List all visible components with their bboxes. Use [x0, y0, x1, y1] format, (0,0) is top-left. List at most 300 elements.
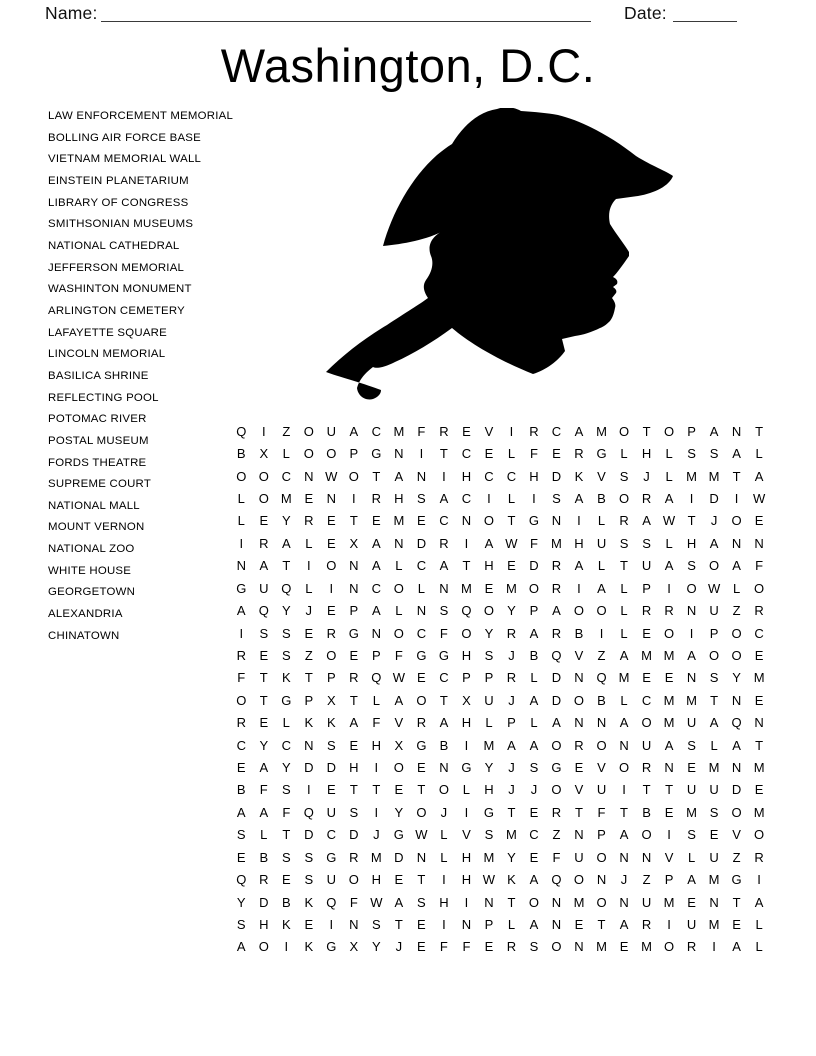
grid-letter: O — [461, 625, 472, 641]
grid-letter: E — [259, 715, 269, 731]
grid-letter: A — [619, 647, 629, 663]
grid-letter: P — [507, 715, 516, 731]
grid-letter: N — [371, 625, 382, 641]
grid-letter: A — [529, 916, 539, 932]
grid-letter: H — [686, 535, 697, 551]
grid-letter: I — [329, 916, 334, 932]
grid-letter: A — [597, 580, 606, 596]
grid-letter: M — [663, 894, 675, 910]
grid-letter: Z — [642, 872, 651, 888]
grid-letter: A — [529, 625, 539, 641]
grid-letter: E — [574, 916, 584, 932]
grid-letter: N — [304, 468, 314, 484]
grid-letter: Q — [371, 670, 382, 686]
grid-letter: E — [326, 535, 336, 551]
grid-letter: N — [619, 849, 629, 865]
word-list-item: NATIONAL CATHEDRAL — [48, 239, 180, 252]
grid-letter: F — [417, 423, 426, 439]
grid-letter: T — [620, 804, 628, 820]
grid-letter: J — [440, 804, 448, 820]
grid-letter: D — [551, 670, 562, 686]
grid-letter: R — [641, 916, 652, 932]
grid-letter: M — [753, 760, 765, 776]
grid-letter: I — [487, 490, 491, 506]
grid-letter: P — [642, 580, 651, 596]
grid-letter: A — [732, 446, 741, 462]
word-list-item: NATIONAL MALL — [48, 499, 140, 512]
grid-letter: A — [372, 603, 381, 619]
grid-letter: Z — [282, 423, 291, 439]
grid-letter: P — [349, 603, 359, 619]
grid-letter: T — [282, 558, 291, 574]
grid-letter: D — [731, 782, 742, 798]
grid-letter: O — [731, 647, 742, 663]
grid-letter: O — [236, 692, 247, 708]
grid-letter: E — [664, 670, 674, 686]
grid-letter: C — [439, 670, 449, 686]
grid-letter: E — [259, 513, 269, 529]
grid-letter: U — [484, 692, 494, 708]
grid-letter: R — [619, 513, 629, 529]
grid-letter: M — [483, 737, 495, 753]
grid-letter: O — [618, 760, 630, 776]
grid-letter: S — [687, 446, 696, 462]
date-label: Date: — [624, 3, 667, 23]
grid-letter: A — [484, 535, 494, 551]
grid-letter: O — [528, 580, 540, 596]
grid-letter: H — [461, 849, 472, 865]
grid-letter: L — [620, 625, 628, 641]
word-list-item: ARLINGTON CEMETERY — [48, 304, 185, 317]
grid-letter: N — [686, 603, 697, 619]
grid-letter: F — [349, 894, 358, 910]
grid-letter: D — [259, 894, 269, 910]
grid-letter: S — [529, 760, 539, 776]
grid-letter: F — [597, 804, 606, 820]
grid-letter: Y — [281, 603, 291, 619]
grid-letter: N — [731, 692, 742, 708]
grid-letter: B — [236, 446, 246, 462]
grid-letter: L — [530, 715, 538, 731]
grid-letter: B — [529, 647, 539, 663]
grid-letter: S — [642, 535, 651, 551]
grid-letter: E — [394, 872, 404, 888]
grid-letter: R — [754, 603, 764, 619]
grid-letter: M — [708, 760, 720, 776]
grid-letter: M — [551, 535, 562, 551]
word-list-item: SMITHSONIAN MUSEUMS — [48, 218, 194, 231]
grid-letter: T — [642, 782, 651, 798]
grid-letter: I — [352, 490, 356, 506]
grid-letter: Q — [258, 603, 269, 619]
grid-letter: U — [641, 737, 652, 753]
grid-letter: M — [708, 468, 720, 484]
grid-letter: J — [373, 827, 380, 843]
grid-letter: E — [529, 849, 539, 865]
grid-letter: E — [754, 513, 764, 529]
grid-letter: S — [304, 849, 314, 865]
grid-letter: T — [394, 916, 403, 932]
word-list-item: WHITE HOUSE — [48, 564, 132, 577]
grid-letter: C — [754, 625, 764, 641]
grid-letter: N — [349, 558, 359, 574]
grid-letter: V — [664, 849, 674, 865]
grid-letter: W — [707, 580, 721, 596]
grid-letter: A — [439, 558, 449, 574]
grid-letter: W — [752, 490, 766, 506]
grid-letter: E — [326, 513, 336, 529]
grid-letter: N — [574, 827, 584, 843]
grid-letter: Y — [281, 513, 291, 529]
grid-letter: R — [349, 670, 359, 686]
word-list-item: REFLECTING POOL — [48, 391, 159, 404]
grid-letter: T — [349, 513, 358, 529]
grid-letter: O — [258, 490, 269, 506]
grid-letter: E — [417, 670, 426, 686]
grid-letter: L — [440, 827, 448, 843]
grid-letter: K — [326, 715, 336, 731]
grid-letter: Y — [281, 760, 291, 776]
grid-letter: L — [395, 558, 403, 574]
grid-letter: E — [687, 894, 696, 910]
grid-letter: A — [529, 692, 539, 708]
grid-letter: M — [483, 849, 495, 865]
grid-letter: M — [641, 939, 652, 955]
grid-letter: A — [574, 558, 584, 574]
grid-letter: I — [689, 625, 694, 641]
grid-letter: M — [663, 692, 675, 708]
grid-letter: R — [259, 872, 269, 888]
grid-letter: V — [484, 423, 494, 439]
grid-letter: I — [374, 804, 379, 820]
grid-letter: O — [326, 647, 337, 663]
grid-letter: F — [282, 804, 291, 820]
grid-letter: M — [596, 939, 607, 955]
grid-letter: D — [394, 849, 404, 865]
grid-letter: A — [574, 490, 584, 506]
grid-letter: N — [394, 446, 404, 462]
grid-letter: R — [349, 849, 359, 865]
grid-letter: G — [281, 692, 292, 708]
grid-letter: E — [754, 647, 764, 663]
grid-letter: O — [551, 782, 562, 798]
word-list-item: VIETNAM MEMORIAL WALL — [48, 153, 202, 166]
grid-letter: O — [483, 603, 494, 619]
grid-letter: Q — [731, 715, 742, 731]
grid-letter: N — [754, 715, 764, 731]
grid-letter: E — [417, 939, 426, 955]
grid-letter: O — [754, 580, 765, 596]
grid-letter: G — [393, 827, 404, 843]
grid-letter: O — [709, 647, 720, 663]
grid-letter: A — [394, 894, 404, 910]
grid-letter: I — [509, 423, 514, 439]
grid-letter: N — [326, 490, 337, 506]
word-list-item: SUPREME COURT — [48, 478, 152, 491]
grid-letter: I — [306, 782, 311, 798]
grid-letter: L — [440, 849, 448, 865]
grid-letter: K — [281, 916, 291, 932]
grid-letter: S — [417, 490, 426, 506]
grid-letter: N — [709, 894, 719, 910]
grid-letter: A — [664, 737, 674, 753]
grid-letter: C — [371, 423, 382, 439]
grid-letter: S — [236, 827, 246, 843]
grid-letter: G — [528, 513, 540, 529]
grid-letter: S — [281, 625, 291, 641]
grid-letter: L — [305, 580, 313, 596]
grid-letter: T — [372, 468, 381, 484]
grid-letter: V — [597, 468, 606, 484]
grid-letter: U — [641, 894, 652, 910]
grid-letter: R — [371, 490, 382, 506]
grid-letter: M — [663, 647, 675, 663]
grid-letter: H — [461, 872, 472, 888]
grid-letter: T — [439, 446, 448, 462]
grid-letter: S — [417, 894, 426, 910]
grid-letter: N — [439, 580, 449, 596]
grid-letter: T — [755, 423, 764, 439]
grid-letter: C — [529, 827, 539, 843]
word-list-item: GEORGETOWN — [48, 586, 136, 599]
grid-letter: O — [618, 490, 630, 506]
grid-letter: O — [731, 804, 742, 820]
grid-letter: C — [281, 737, 291, 753]
grid-letter: O — [438, 782, 449, 798]
grid-letter: E — [552, 446, 561, 462]
grid-letter: I — [689, 490, 694, 506]
grid-letter: U — [574, 849, 584, 865]
grid-letter: O — [393, 760, 404, 776]
page-title: Washington, D.C. — [220, 39, 596, 92]
grid-letter: M — [686, 692, 697, 708]
grid-letter: M — [641, 647, 652, 663]
grid-letter: O — [416, 804, 427, 820]
grid-letter: G — [483, 804, 494, 820]
grid-letter: U — [596, 782, 607, 798]
grid-letter: K — [574, 468, 584, 484]
grid-letter: E — [349, 647, 359, 663]
grid-letter: L — [260, 827, 268, 843]
grid-letter: S — [619, 468, 629, 484]
word-list — [48, 106, 248, 647]
grid-letter: R — [439, 423, 449, 439]
grid-letter: O — [731, 513, 742, 529]
grid-letter: I — [667, 827, 671, 843]
grid-letter: E — [372, 513, 381, 529]
grid-letter: L — [507, 446, 516, 462]
grid-letter: A — [754, 468, 764, 484]
grid-letter: A — [349, 715, 359, 731]
grid-letter: P — [304, 692, 314, 708]
grid-letter: O — [393, 580, 404, 596]
grid-letter: N — [349, 580, 359, 596]
grid-letter: H — [394, 490, 404, 506]
grid-letter: G — [596, 446, 607, 462]
grid-letter: M — [663, 715, 675, 731]
grid-letter: T — [259, 692, 268, 708]
grid-letter: S — [619, 535, 629, 551]
grid-letter: O — [303, 446, 314, 462]
grid-letter: D — [326, 760, 337, 776]
grid-letter: Y — [484, 625, 494, 641]
grid-letter: J — [710, 513, 718, 529]
grid-letter: C — [416, 625, 427, 641]
grid-letter: B — [259, 849, 269, 865]
grid-letter: N — [574, 939, 584, 955]
grid-letter: D — [349, 827, 359, 843]
grid-letter: K — [304, 894, 314, 910]
grid-letter: A — [664, 490, 674, 506]
grid-letter: L — [305, 535, 313, 551]
grid-letter: S — [281, 849, 291, 865]
grid-letter: R — [259, 535, 269, 551]
grid-letter: A — [529, 737, 539, 753]
grid-letter: Z — [732, 603, 741, 619]
grid-letter: X — [259, 446, 269, 462]
grid-letter: E — [259, 647, 269, 663]
grid-letter: D — [529, 558, 539, 574]
grid-letter: U — [326, 423, 337, 439]
grid-letter: S — [439, 603, 449, 619]
grid-letter: W — [482, 872, 496, 888]
grid-letter: E — [484, 446, 494, 462]
grid-letter: W — [370, 894, 383, 910]
grid-letter: N — [416, 849, 427, 865]
grid-letter: G — [348, 625, 359, 641]
grid-letter: U — [326, 804, 337, 820]
letter-grid — [230, 420, 770, 958]
grid-letter: S — [326, 737, 336, 753]
grid-letter: X — [462, 692, 471, 708]
grid-letter: J — [643, 468, 650, 484]
grid-letter: K — [304, 715, 314, 731]
grid-letter: E — [326, 603, 336, 619]
grid-letter: E — [417, 760, 426, 776]
grid-letter: P — [597, 827, 606, 843]
grid-letter: N — [394, 535, 404, 551]
grid-letter: C — [326, 827, 337, 843]
grid-letter: L — [620, 692, 628, 708]
grid-letter: L — [597, 513, 606, 529]
grid-letter: O — [528, 894, 540, 910]
grid-letter: J — [508, 760, 515, 776]
grid-letter: E — [417, 513, 426, 529]
grid-letter: J — [305, 603, 313, 619]
grid-letter: O — [236, 468, 247, 484]
grid-letter: H — [461, 647, 472, 663]
grid-letter: P — [687, 423, 696, 439]
grid-letter: C — [281, 468, 291, 484]
grid-letter: Q — [551, 872, 562, 888]
grid-letter: D — [304, 827, 314, 843]
grid-letter: M — [460, 580, 472, 596]
grid-letter: O — [326, 558, 337, 574]
grid-letter: X — [326, 692, 336, 708]
grid-letter: A — [236, 603, 246, 619]
grid-letter: G — [416, 647, 427, 663]
grid-letter: N — [236, 558, 246, 574]
grid-letter: A — [281, 535, 291, 551]
grid-letter: A — [687, 872, 696, 888]
grid-letter: C — [484, 468, 494, 484]
grid-letter: S — [484, 647, 494, 663]
grid-letter: N — [731, 760, 742, 776]
grid-letter: I — [622, 782, 626, 798]
word-list-item: POTOMAC RIVER — [48, 413, 147, 426]
grid-letter: L — [620, 446, 628, 462]
grid-letter: R — [754, 849, 764, 865]
grid-letter: A — [574, 423, 584, 439]
grid-letter: H — [529, 468, 539, 484]
grid-letter: M — [753, 670, 765, 686]
grid-letter: O — [326, 446, 337, 462]
grid-letter: V — [394, 715, 404, 731]
grid-letter: S — [687, 558, 696, 574]
grid-letter: I — [667, 580, 671, 596]
grid-letter: N — [416, 603, 427, 619]
grid-letter: M — [686, 804, 697, 820]
grid-letter: I — [261, 423, 266, 439]
grid-letter: I — [464, 535, 469, 551]
grid-letter: O — [258, 939, 269, 955]
word-list-item: WASHINTON MONUMENT — [48, 283, 192, 296]
grid-letter: M — [506, 827, 517, 843]
grid-letter: Q — [461, 603, 472, 619]
grid-letter: I — [374, 760, 379, 776]
word-list-item: POSTAL MUSEUM — [48, 434, 149, 447]
grid-letter: Q — [236, 872, 247, 888]
grid-letter: E — [281, 872, 291, 888]
grid-letter: D — [416, 535, 427, 551]
grid-letter: X — [349, 535, 359, 551]
grid-letter: J — [620, 872, 628, 888]
grid-letter: I — [577, 513, 581, 529]
grid-letter: E — [484, 939, 494, 955]
grid-letter: L — [620, 603, 628, 619]
grid-letter: G — [551, 760, 562, 776]
grid-letter: L — [282, 715, 290, 731]
grid-letter: R — [574, 737, 584, 753]
grid-letter: N — [551, 513, 562, 529]
grid-letter: A — [552, 715, 561, 731]
grid-letter: L — [417, 580, 425, 596]
grid-letter: X — [349, 939, 359, 955]
grid-letter: D — [551, 692, 562, 708]
grid-letter: O — [663, 423, 675, 439]
grid-letter: U — [686, 715, 697, 731]
grid-letter: N — [461, 916, 472, 932]
grid-letter: I — [734, 490, 739, 506]
grid-letter: A — [394, 692, 404, 708]
grid-letter: H — [349, 760, 359, 776]
grid-letter: E — [529, 804, 539, 820]
grid-letter: N — [574, 670, 584, 686]
grid-letter: J — [508, 692, 515, 708]
grid-letter: F — [529, 535, 538, 551]
grid-letter: T — [710, 692, 719, 708]
grid-letter: I — [464, 804, 469, 820]
grid-letter: F — [237, 670, 246, 686]
grid-letter: S — [304, 872, 314, 888]
grid-letter: R — [439, 535, 449, 551]
grid-letter: N — [754, 535, 764, 551]
grid-letter: J — [395, 939, 403, 955]
grid-letter: T — [507, 804, 516, 820]
grid-letter: R — [236, 715, 246, 731]
grid-letter: T — [372, 782, 381, 798]
grid-letter: L — [665, 446, 673, 462]
